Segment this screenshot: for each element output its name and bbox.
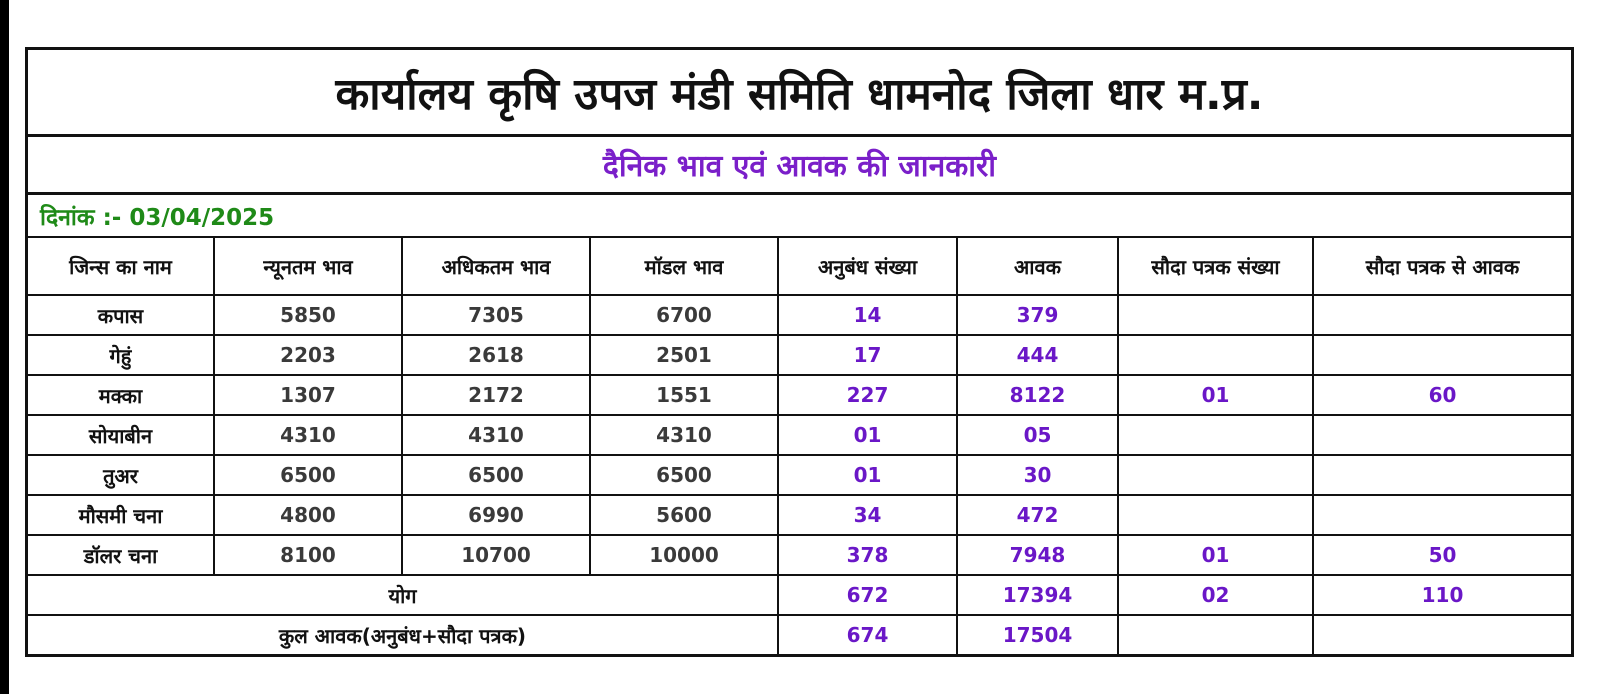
report-date: दिनांक :- 03/04/2025 (28, 195, 1571, 238)
column-header: मॉडल भाव (590, 238, 778, 295)
table-row (28, 295, 1571, 335)
deal-count (1118, 335, 1313, 375)
min-price: 4800 (214, 495, 402, 535)
arrival: 379 (957, 295, 1118, 335)
min-price: 2203 (214, 335, 402, 375)
commodity-name: तुअर (28, 455, 214, 495)
deal-count (1118, 495, 1313, 535)
model-price: 10000 (590, 535, 778, 575)
deal-arrival: 50 (1313, 535, 1571, 575)
max-price: 2618 (402, 335, 590, 375)
contract-count: 378 (778, 535, 957, 575)
table-header-row (28, 238, 1571, 295)
contract-count: 14 (778, 295, 957, 335)
model-price: 6500 (590, 455, 778, 495)
max-price: 6500 (402, 455, 590, 495)
min-price: 5850 (214, 295, 402, 335)
max-price: 10700 (402, 535, 590, 575)
total-row (28, 575, 1571, 615)
deal-count (1118, 455, 1313, 495)
deal-arrival (1313, 495, 1571, 535)
min-price: 4310 (214, 415, 402, 455)
arrival: 30 (957, 455, 1118, 495)
arrival: 8122 (957, 375, 1118, 415)
grand-total-deal-arrival (1313, 615, 1571, 654)
price-report-sheet (25, 47, 1574, 657)
total-arrival: 17394 (957, 575, 1118, 615)
grand-total-contract-count: 674 (778, 615, 957, 654)
deal-count: 01 (1118, 535, 1313, 575)
deal-arrival (1313, 295, 1571, 335)
min-price: 6500 (214, 455, 402, 495)
model-price: 1551 (590, 375, 778, 415)
arrival: 05 (957, 415, 1118, 455)
min-price: 1307 (214, 375, 402, 415)
office-title: कार्यालय कृषि उपज मंडी समिति धामनोद जिला धार म.प्र. (28, 50, 1571, 137)
table-row (28, 495, 1571, 535)
commodity-name: सोयाबीन (28, 415, 214, 455)
table-row (28, 455, 1571, 495)
column-header: न्यूनतम भाव (214, 238, 402, 295)
commodity-name: मौसमी चना (28, 495, 214, 535)
deal-count (1118, 415, 1313, 455)
max-price: 2172 (402, 375, 590, 415)
arrival: 444 (957, 335, 1118, 375)
contract-count: 227 (778, 375, 957, 415)
model-price: 5600 (590, 495, 778, 535)
column-header: सौदा पत्रक से आवक (1313, 238, 1571, 295)
model-price: 2501 (590, 335, 778, 375)
price-table (28, 238, 1571, 654)
table-row (28, 335, 1571, 375)
grand-total-row (28, 615, 1571, 654)
column-header: जिन्स का नाम (28, 238, 214, 295)
max-price: 6990 (402, 495, 590, 535)
contract-count: 01 (778, 415, 957, 455)
report-subtitle: दैनिक भाव एवं आवक की जानकारी (28, 137, 1571, 195)
total-deal-count: 02 (1118, 575, 1313, 615)
deal-count: 01 (1118, 375, 1313, 415)
deal-arrival (1313, 455, 1571, 495)
deal-arrival (1313, 335, 1571, 375)
model-price: 6700 (590, 295, 778, 335)
deal-arrival (1313, 415, 1571, 455)
left-edge-bar (0, 0, 9, 694)
grand-total-label: कुल आवक(अनुबंध+सौदा पत्रक) (28, 615, 778, 654)
contract-count: 17 (778, 335, 957, 375)
table-row (28, 535, 1571, 575)
commodity-name: गेहुं (28, 335, 214, 375)
total-deal-arrival: 110 (1313, 575, 1571, 615)
column-header: अधिकतम भाव (402, 238, 590, 295)
contract-count: 34 (778, 495, 957, 535)
column-header: सौदा पत्रक संख्या (1118, 238, 1313, 295)
deal-arrival: 60 (1313, 375, 1571, 415)
max-price: 4310 (402, 415, 590, 455)
model-price: 4310 (590, 415, 778, 455)
total-label: योग (28, 575, 778, 615)
total-contract-count: 672 (778, 575, 957, 615)
column-header: आवक (957, 238, 1118, 295)
table-row (28, 375, 1571, 415)
contract-count: 01 (778, 455, 957, 495)
commodity-name: मक्का (28, 375, 214, 415)
arrival: 472 (957, 495, 1118, 535)
min-price: 8100 (214, 535, 402, 575)
max-price: 7305 (402, 295, 590, 335)
grand-total-arrival: 17504 (957, 615, 1118, 654)
table-row (28, 415, 1571, 455)
grand-total-deal-count (1118, 615, 1313, 654)
commodity-name: कपास (28, 295, 214, 335)
commodity-name: डॉलर चना (28, 535, 214, 575)
deal-count (1118, 295, 1313, 335)
column-header: अनुबंध संख्या (778, 238, 957, 295)
arrival: 7948 (957, 535, 1118, 575)
